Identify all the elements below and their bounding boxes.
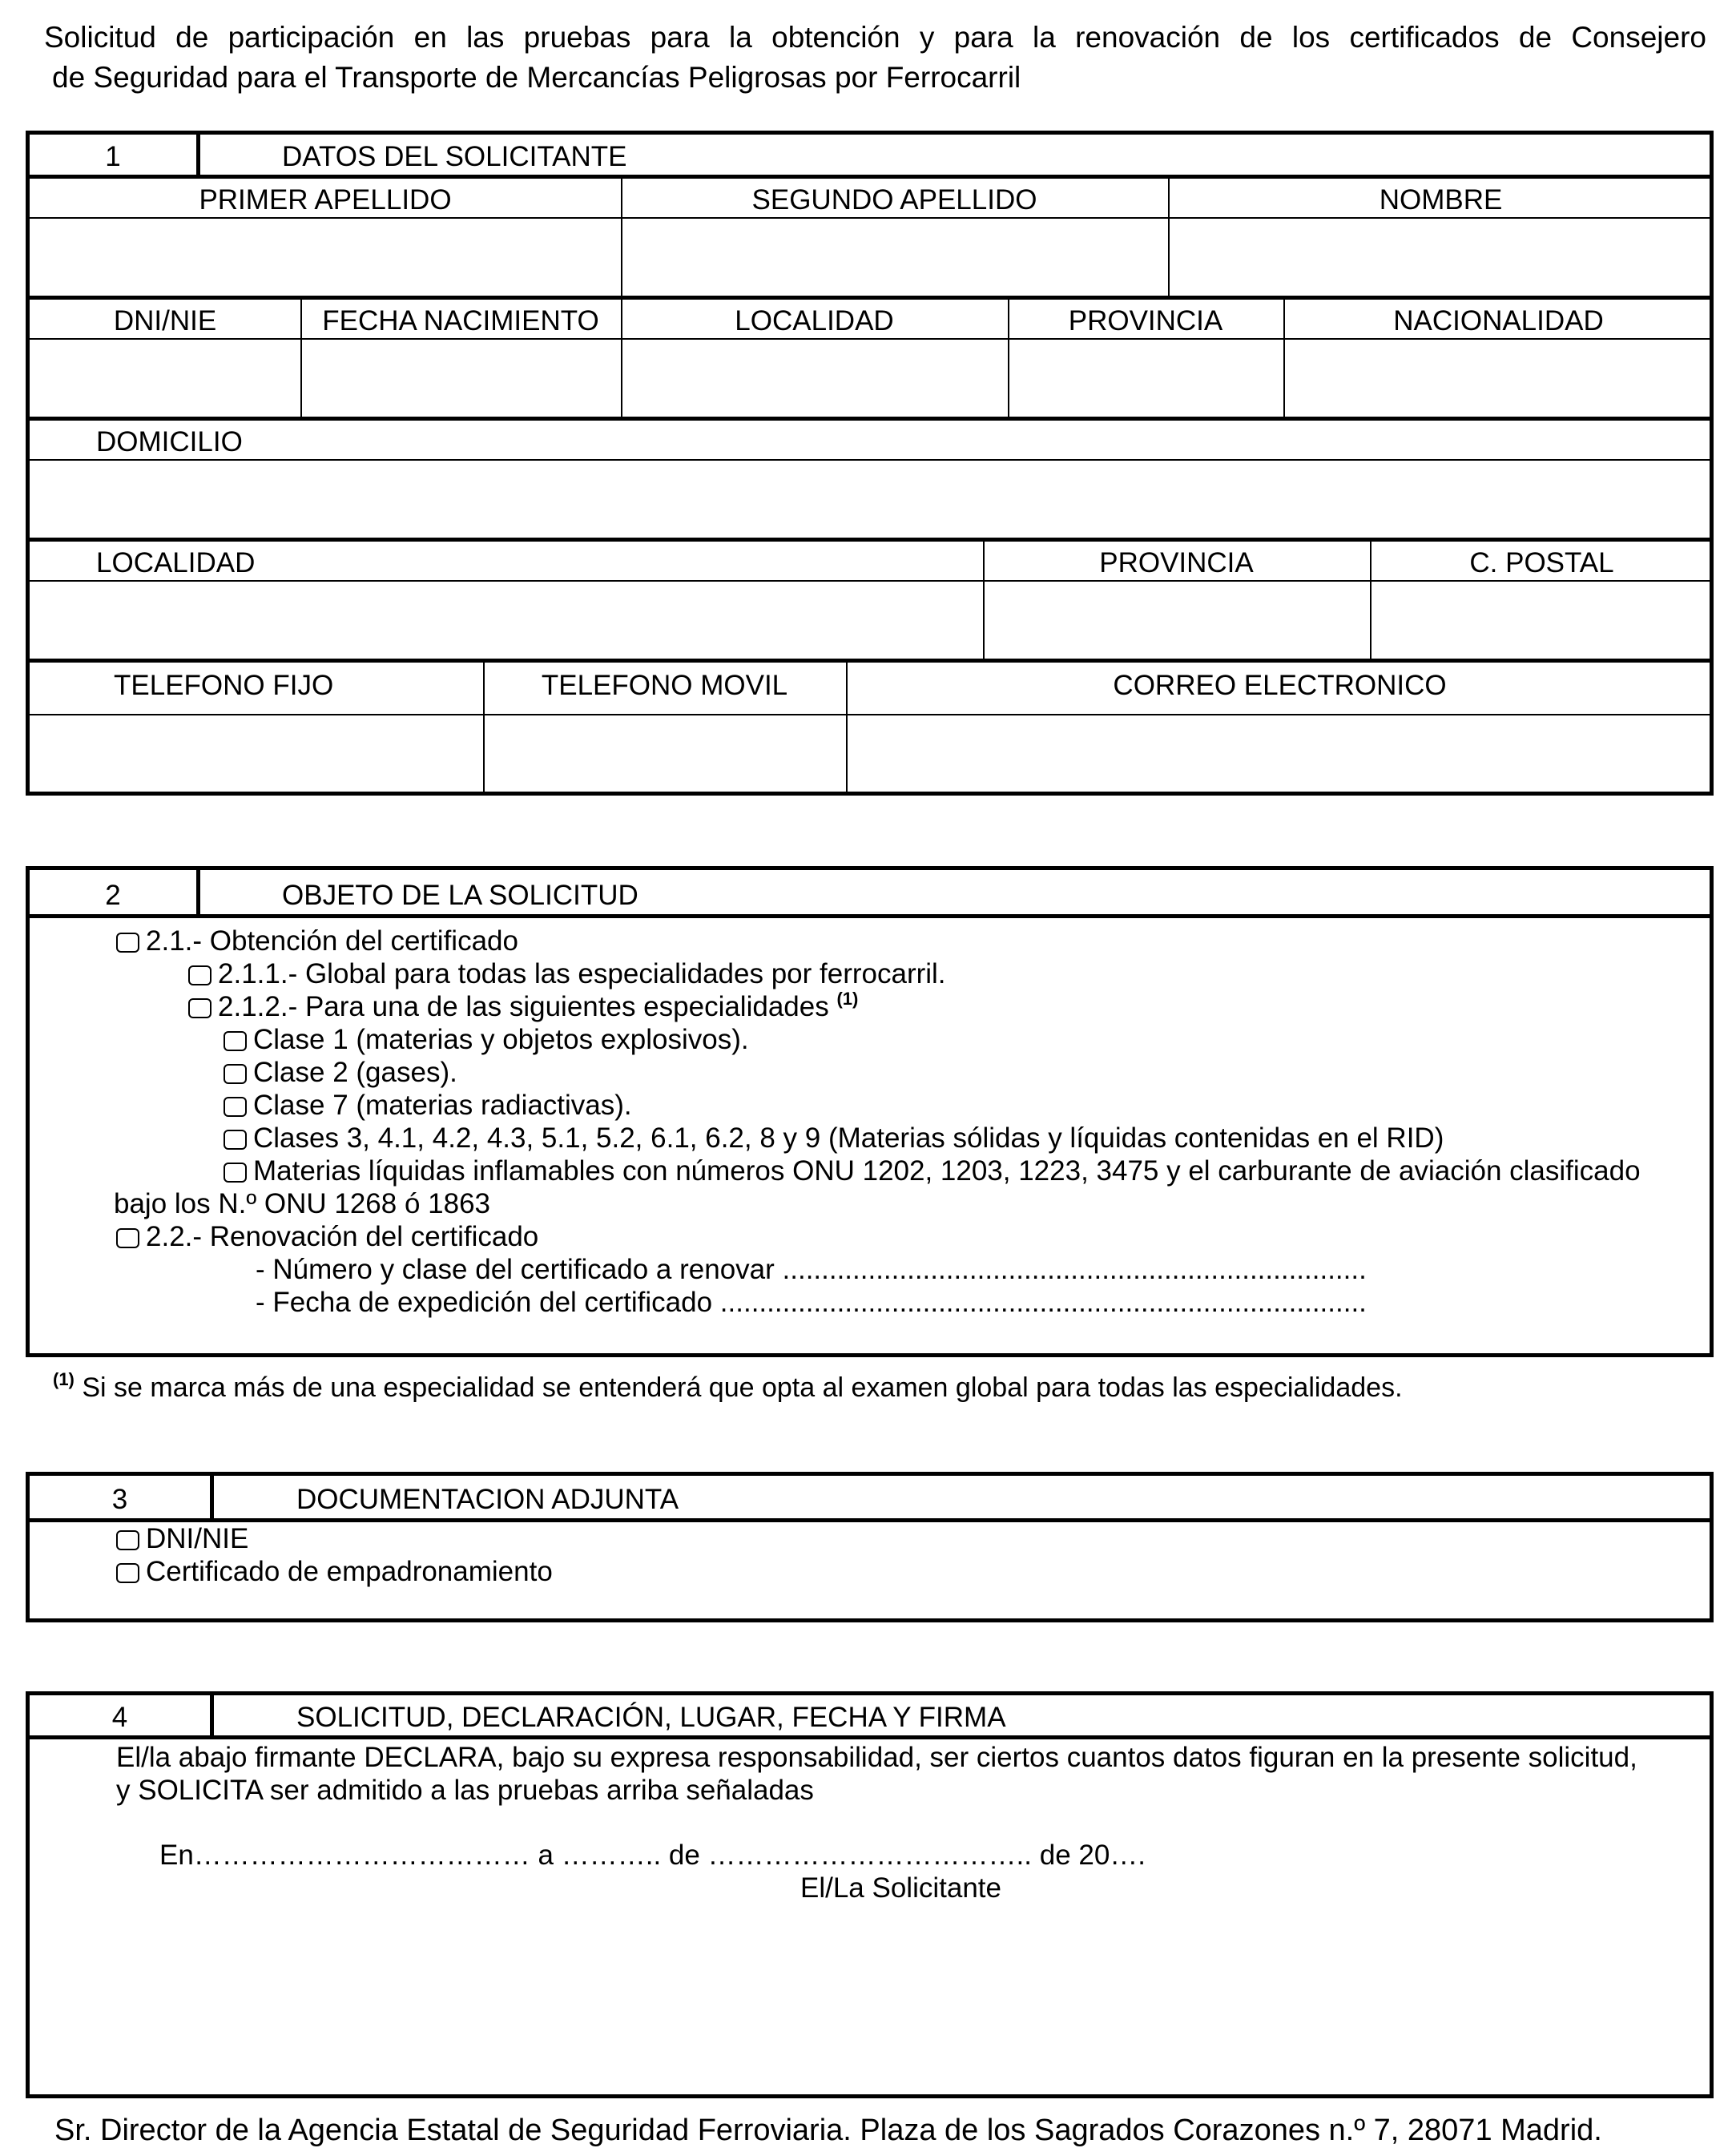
label-primer-apellido: PRIMER APELLIDO [199,184,452,216]
date-place-line[interactable]: En……………………………… a ……….. de …………………………….. de 20…. [159,1840,1146,1871]
section-4-number: 4 [111,1702,128,1733]
option-empadronamiento[interactable]: Certificado de empadronamiento [116,1555,553,1588]
checkbox-global[interactable] [188,965,211,985]
primer-apellido-field[interactable] [30,219,621,296]
label-telefono-fijo: TELEFONO FIJO [114,670,334,701]
option-liquidas-inflamables-cont: bajo los N.º ONU 1268 ó 1863 [114,1188,491,1219]
footnote-mark: (1) [53,1369,75,1389]
label-provincia-nacimiento: PROVINCIA [1068,305,1223,336]
section-4-heading: SOLICITUD, DECLARACIÓN, LUGAR, FECHA Y FIRMA [296,1702,1006,1733]
label-localidad-domicilio: LOCALIDAD [96,547,256,578]
checkbox-clase-2[interactable] [224,1064,247,1084]
checkbox-clase-7[interactable] [224,1097,247,1117]
dni-nie-field[interactable] [30,340,300,417]
section-2-number: 2 [105,880,121,911]
localidad-nacimiento-field[interactable] [622,340,1008,417]
option-renovacion[interactable]: 2.2.- Renovación del certificado [116,1220,538,1253]
option-clase-1[interactable]: Clase 1 (materias y objetos explosivos). [224,1023,749,1056]
form-title-line1: Solicitud de participación en las pruebas para la obtención y para la renovación de los certificados de Consejero [44,21,1706,54]
option-dni-nie[interactable]: DNI/NIE [116,1522,248,1555]
label-provincia-domicilio: PROVINCIA [1099,547,1254,578]
fecha-expedicion-dots[interactable]: ................................................................................... [719,1287,1367,1318]
fecha-expedicion-line[interactable]: - Fecha de expedición del certificado ................................................................................... [256,1287,1367,1318]
checkbox-clases-varias[interactable] [224,1130,247,1150]
section-1-datos-solicitante [26,131,1714,796]
codigo-postal-field[interactable] [1372,582,1714,659]
declaration-line1: El/la abajo firmante DECLARA, bajo su expresa responsabilidad, ser ciertos cuantos datos figuran en la presente solicitud, [116,1742,1637,1773]
checkbox-empadronamiento[interactable] [116,1563,139,1583]
segundo-apellido-field[interactable] [622,219,1168,296]
form-title [44,18,1706,98]
label-codigo-postal: C. POSTAL [1469,547,1614,578]
signer-label: El/La Solicitante [800,1872,1001,1904]
section-1-number: 1 [105,141,121,172]
numero-clase-dots[interactable]: ........................................................................... [782,1254,1367,1285]
section-1-heading: DATOS DEL SOLICITANTE [282,141,627,172]
correo-electronico-field[interactable] [848,715,1714,796]
section-3-heading: DOCUMENTACION ADJUNTA [296,1484,679,1515]
checkbox-liquidas-inflamables[interactable] [224,1163,247,1183]
form-title-line2: de Seguridad para el Transporte de Mercancías Peligrosas por Ferrocarril [52,61,1021,94]
checkbox-obtencion[interactable] [116,933,139,953]
telefono-movil-field[interactable] [485,715,846,796]
section-2-objeto-solicitud [26,866,1714,1357]
option-clases-varias[interactable]: Clases 3, 4.1, 4.2, 4.3, 5.1, 5.2, 6.1, 6.2, 8 y 9 (Materias sólidas y líquidas contenidas en el RID) [224,1122,1444,1155]
label-nacionalidad: NACIONALIDAD [1393,305,1604,336]
nacionalidad-field[interactable] [1285,340,1714,417]
checkbox-clase-1[interactable] [224,1031,247,1051]
footnote: $^{(1)}$ Si se marca más de una especialidad se entenderá que opta al examen global para todas las especialidades. [53,1369,1403,1403]
label-localidad-nacimiento: LOCALIDAD [735,305,894,336]
section-3-number: 3 [111,1484,128,1515]
label-segundo-apellido: SEGUNDO APELLIDO [751,184,1037,216]
label-fecha-nacimiento: FECHA NACIMIENTO [322,305,599,336]
numero-clase-line[interactable]: - Número y clase del certificado a renovar ........................................................................... [256,1254,1367,1285]
nombre-field[interactable] [1170,219,1714,296]
checkbox-renovacion[interactable] [116,1228,139,1248]
footer-addressee: Sr. Director de la Agencia Estatal de Seguridad Ferroviaria. Plaza de los Sagrados Corazones n.º 7, 28071 Madrid. [54,2114,1602,2147]
section-3-documentacion-adjunta [26,1472,1714,1622]
option-clase-7[interactable]: Clase 7 (materias radiactivas). [224,1089,632,1122]
label-domicilio: DOMICILIO [96,426,243,457]
label-nombre: NOMBRE [1379,184,1503,216]
declaration-line2: y SOLICITA ser admitido a las pruebas arriba señaladas [116,1775,814,1806]
provincia-domicilio-field[interactable] [985,582,1370,659]
option-liquidas-inflamables[interactable]: Materias líquidas inflamables con números ONU 1202, 1203, 1223, 3475 y el carburante de aviación clasificado [224,1155,1641,1187]
option-global[interactable]: 2.1.1.- Global para todas las especialidades por ferrocarril. [188,957,946,990]
label-dni-nie: DNI/NIE [113,305,217,336]
checkbox-especialidades[interactable] [188,998,211,1018]
section-2-heading: OBJETO DE LA SOLICITUD [282,880,638,911]
signature-area[interactable] [30,1912,1710,2094]
domicilio-field[interactable] [30,461,1714,538]
provincia-nacimiento-field[interactable] [1009,340,1283,417]
label-correo-electronico: CORREO ELECTRONICO [1113,670,1447,701]
option-clase-2[interactable]: Clase 2 (gases). [224,1056,457,1089]
fecha-nacimiento-field[interactable] [302,340,621,417]
localidad-domicilio-field[interactable] [30,582,983,659]
telefono-fijo-field[interactable] [30,715,483,796]
option-especialidades[interactable]: 2.1.2.- Para una de las siguientes especialidades $^{(1)}$ [188,990,858,1023]
footnote-ref: (1) [836,989,859,1009]
label-telefono-movil: TELEFONO MOVIL [541,670,788,701]
section-4-solicitud-firma [26,1691,1714,2098]
checkbox-dni-nie[interactable] [116,1530,139,1550]
option-obtencion[interactable]: 2.1.- Obtención del certificado [116,925,518,957]
